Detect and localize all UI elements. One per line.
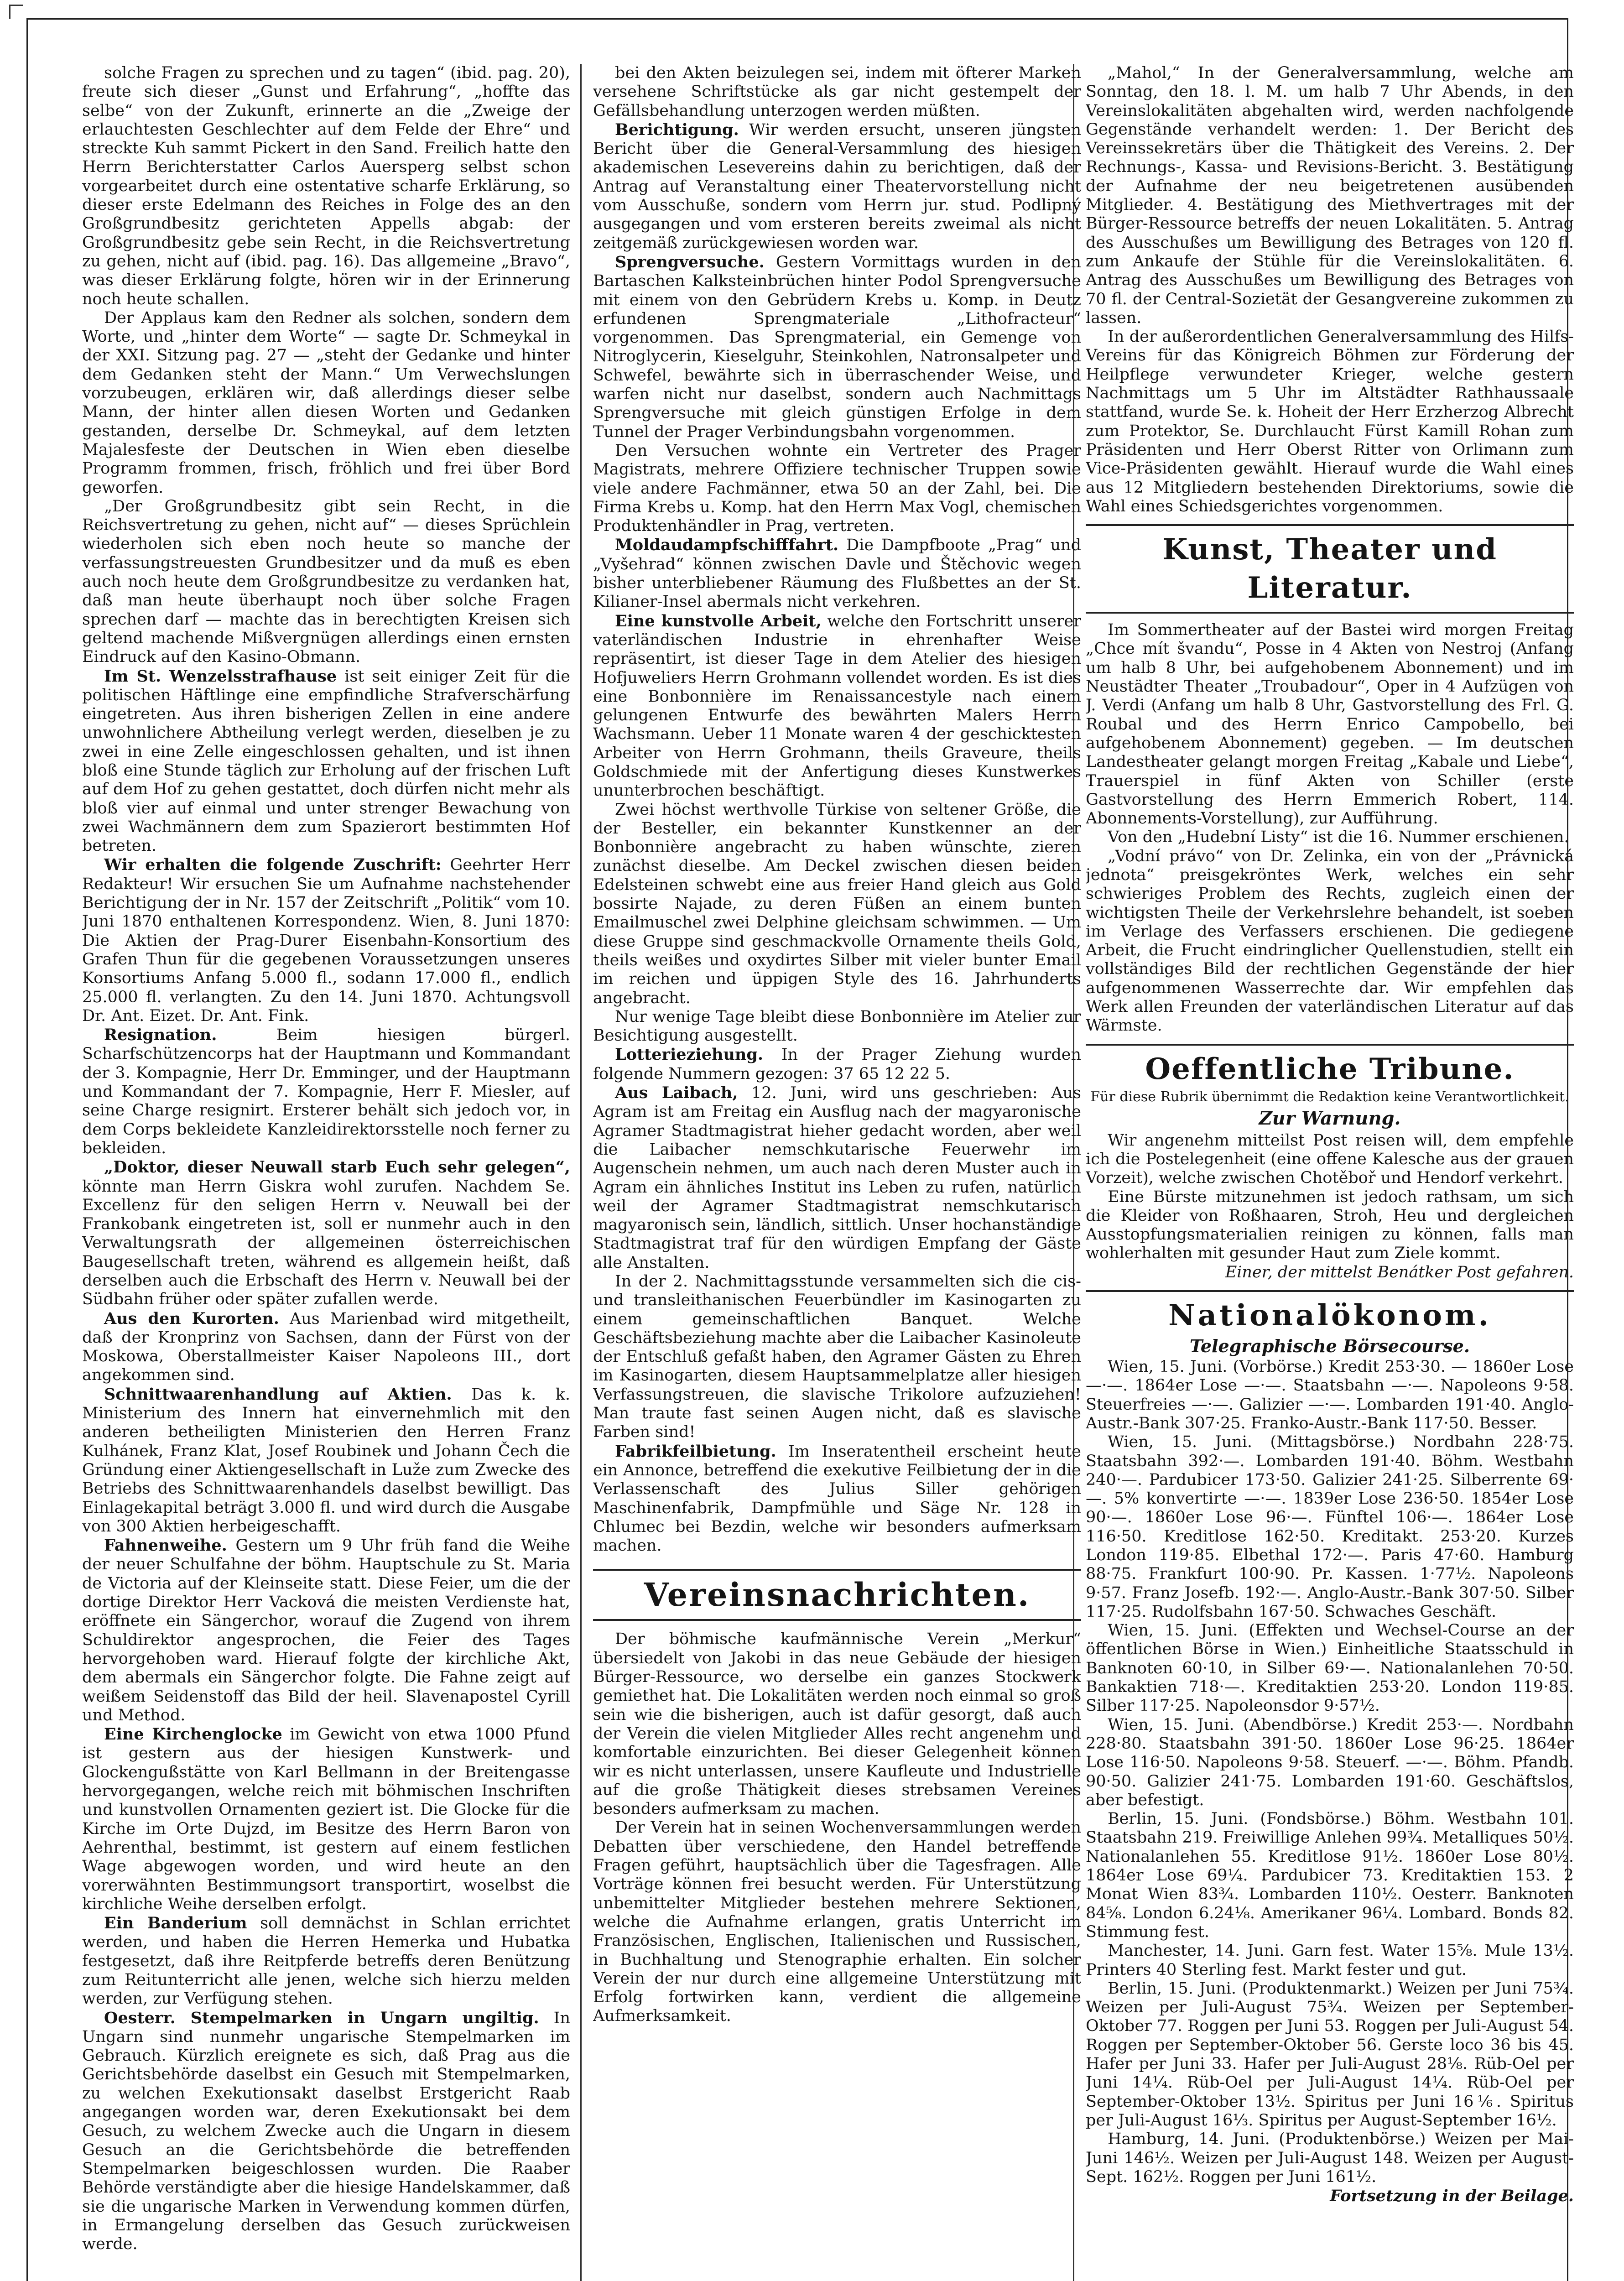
zur-warnung-heading: Zur Warnung. <box>1259 1107 1401 1129</box>
item-text: könnte man Herrn Giskra wohl zurufen. Nachdem Se. Excellenz für den seligen Herrn v. Neuwall bei der Frankobank eingetreten ist, soll er nunmehr auch in den Verwaltungsrath der allgemeinen österreichischen Baugesellschaft treten, während es allgemein heißt, daß derselben auch die Erbschaft des Herrn v. Neuwall bei der Südbahn früher oder später zufallen werde. <box>82 1177 570 1309</box>
col2-paragraph: bei den Akten beizulegen sei, indem mit öfterer Marken versehene Schriftstücke als gar nicht gestempelt der Gefällsbehandlung unterzogen werden müßten. <box>593 64 1081 120</box>
col3-paragraph: In der außerordentlichen Generalversammlung des Hilfs-Vereins für das Königreich Böhmen zur Förderung der Heilpflege verwundeter Krieger, welche gestern Nachmittags um 5 Uhr im Altstädter Rathhaussaale stattfand, wurde Se. k. Hoheit der Herr Erzherzog Albrecht zum Protektor, Se. Durchlaucht Fürst Kamill Rohan zum Präsidenten und Herr Oberst Ritter von Orlimann zum Vice-Präsidenten gewählt. Hierauf wurde die Wahl eines aus 12 Mitgliedern bestehenden Direktoriums, sowie die Wahl eines Schiedsgerichtes vorgenommen. <box>1086 328 1574 516</box>
telegraph-heading: Telegraphische Börsecourse. <box>1189 1336 1470 1357</box>
col2-item <box>593 120 1081 253</box>
item-text: Im Inseratentheil erscheint heute ein Annonce, betreffend die exekutive Feilbietung der in die Verlassenschaft des Julius Siller gehörigen Maschinenfabrik, Dampfmühle und Säge Nr. 128 in Chlumec bei Bezdin, welche wir besonders aufmerksam machen. <box>593 1442 1081 1555</box>
item-text: Geehrter Herr Redakteur! Wir ersuchen Sie um Aufnahme nachstehender Berichtigung der in Nr. 157 der Zeitschrift „Politik“ vom 10. Juni 1870 enthaltenen Korrespondenz. Wien, 8. Juni 1870: Die Aktien der Prag-Durer Eisenbahn-Konsortium des Grafen Thun für die gegebenen Voraussetzungen unseres Konsortiums Anfang 5.000 fl., sodann 17.000 fl., endlich 25.000 fl. verlangten. Zu den 14. Juni 1870. Achtungsvoll Dr. Ant. Eizet. Dr. Ant. Fink. <box>82 856 570 1025</box>
market-report: Hamburg, 14. Juni. (Produktenbörse.) Weizen per Mai-Juni 146½. Weizen per Juli-August 148. Weizen per August-Sept. 162½. Roggen per Juni 161½. <box>1086 2130 1574 2186</box>
item-heading: Oesterr. Stempelmarken in Ungarn ungiltig. <box>104 2008 539 2027</box>
item-text: 12. Juni, wird uns geschrieben: Aus Agram ist am Freitag ein Ausflug nach der magyaronische Agramer Stadtmagistrat hieher gedacht worden, aber weil die Laibacher nemschkutarische Feuerwehr im Augenschein nehmen, um auch nach deren Muster auch in Agram ein ähnliches Institut ins Leben zu rufen, natürlich weil der Agramer Stadtmagistrat nemschkutarisch magyaronisch sein, ländlich, sittlich. Unser hochanständige Stadtmagistrat traf für den würdigen Empfang der Gäste alle Anstalten. <box>593 1084 1081 1272</box>
col2-paragraph: In der 2. Nachmittagsstunde versammelten sich die cis- und transleithanischen Feuerbündler im Kasinogarten zu einem gemeinschaftlichen Banquet. Welche Geschäftsbeziehung machte aber die Laibacher Kasinoleute der Entschluß gefaßt haben, den Agramer Gästen zu Ehren im Kasinogarten, diesem Hauptsammelplatze aller hiesigen Verfassungstreuen, die slavische Trikolore aufzuziehen! Man traute fast seinen Augen nicht, daß es slavische Farben sind! <box>593 1272 1081 1442</box>
item-heading: Fabrikfeilbietung. <box>615 1442 776 1461</box>
col1-item <box>82 1309 570 1385</box>
item-text: Das k. k. Ministerium des Innern hat einvernehmlich mit den anderen betheiligten Ministerien den Herren Franz Kulhánek, Franz Klat, Josef Roubinek und Johann Čech die Gründung einer Aktiengesellschaft in Luže zum Zwecke des Betriebs des Schnittwaarenhandels daselbst bewilligt. Das Einlagekapital beträgt 3.000 fl. und wird durch die Ausgabe von 300 Aktien herbeigeschafft. <box>82 1385 570 1536</box>
item-heading: Eine kunstvolle Arbeit, <box>615 611 822 630</box>
section-rule <box>593 1619 1081 1621</box>
col1-item <box>82 1536 570 1725</box>
col1-paragraph: „Der Großgrundbesitz gibt sein Recht, in die Reichsvertretung zu gehen, nicht auf“ — dieses Sprüchlein wiederholen sich eben noch heute so manche der verfassungstreuesten Grundbesitzer und da muß es eben auch noch heute dem Großgrundbesitze zu verdanken hat, daß man heute überhaupt noch über solche Fragen sprechen darf — machte das in berechtigten Kreisen sich geltend machende Mißvergnügen allerdings einen ernsten Eindruck auf den Kasino-Obmann. <box>82 497 570 667</box>
oeffentliche-note: Für diese Rubrik übernimmt die Redaktion keine Verantwortlichkeit. <box>1090 1088 1569 1105</box>
spacer <box>593 1555 1081 1569</box>
col2-paragraph: Der Verein hat in seinen Wochenversammlungen werden Debatten über verschiedene, den Handel betreffende Fragen geführt, hauptsächlich über die Tagesfragen. Alle Vorträge können frei besucht werden. Für Unterstützung unbemittelter Mitglieder bestehen mehrere Sektionen, welche die Aufnahme erlangen, gratis Unterricht im Französischen, Englischen, Italienischen und Russischen, in Buchhaltung und Stenographie erhalten. Ein solcher Verein der nur durch eine allgemeine Unterstützung mit Erfolg fortwirken kann, verdient die allgemeine Aufmerksamkeit. <box>593 1818 1081 2026</box>
item-text: Gestern um 9 Uhr früh fand die Weihe der neuer Schulfahne der böhm. Hauptschule zu St. Maria de Victoria auf der Kleinseite statt. Diese Feier, um die der dortige Direktor Herr Vacková die meisten Verdienste hat, eröffnete ein Sängerchor, worauf die Zugend von ihrem Schuldirektor angesprochen, die Feier des Tages hervorgehoben ward. Hierauf folgte der kirchliche Akt, dem abermals ein Sängerchor folgte. Die Fahne zeigt auf weißem Seidenstoff das Bild der heil. Slavenapostel Cyrill und Method. <box>82 1536 570 1724</box>
item-text: Gestern Vormittags wurden in den Bartaschen Kalksteinbrüchen hinter Podol Sprengversuche mit einem von den Gebrüdern Krebs u. Komp. in Deutz erfundenen Sprengmateriale „Lithofracteur“ vorgenommen. Das Sprengmaterial, ein Gemenge von Nitroglycerin, Kieselguhr, Steinkohlen, Natronsalpeter und Schwefel, bewährte sich in überraschender Weise, und warfen nicht nur daselbst, sondern auch Nachmittags Sprengversuche mit gleich günstigen Erfolge in dem Tunnel der Prager Verbindungsbahn vorgenommen. <box>593 253 1081 441</box>
col2-item <box>593 536 1081 611</box>
item-heading: Fahnenweihe. <box>104 1536 227 1555</box>
section-rule <box>1086 1290 1574 1292</box>
continuation-note: Fortsetzung in der Beilage. <box>1330 2187 1574 2206</box>
market-report: Wien, 15. Juni. (Abendbörse.) Kredit 253·—. Nordbahn 228·80. Staatsbahn 391·50. 1860er Lose 96·25. 1864er Lose 116·50. Napoleons 9·58. Steuerf. —·—. Böhm. Pfandb. 90·50. Galizier 241·75. Lombarden 191·60. Geschäftslos, aber befestigt. <box>1086 1715 1574 1809</box>
item-heading: Sprengversuche. <box>615 252 765 271</box>
section-rule <box>1086 1044 1574 1046</box>
column-1 <box>82 64 570 2281</box>
col3-paragraph: „Vodní právo“ von Dr. Zelinka, ein von der „Právnická jednota“ preisgekröntes Werk, welches ein sehr schwieriges Problem des Rechts, zugleich einen der wichtigsten Theile der Verkehrslehre behandelt, ist soeben im Verlage des Verfassers erschienen. Die gediegene Arbeit, die Frucht eindringlicher Quellenstudien, stellt ein vollständiges Bild der rechtlichen Gegenstände der hier aufgenommenen Wasserrechte dar. Wir empfehlen das Werk allen Freunden der vaterländischen Literatur auf das Wärmste. <box>1086 847 1574 1035</box>
item-text: Beim hiesigen bürgerl. Scharfschützencorps hat der Hauptmann und Kommandant der 3. Kompagnie, Herr Dr. Emminger, und der Hauptmann und Kommandant der 7. Kompagnie, Herr F. Miesler, auf seine Charge resignirt. Ersterer behält sich jedoch vor, in dem Corps bekleidete Kanzleidirektorsstelle noch ferner zu bekleiden. <box>82 1026 570 1157</box>
section-rule <box>1086 612 1574 614</box>
col2-paragraph: Nur wenige Tage bleibt diese Bonbonnière im Atelier zur Besichtigung ausgestellt. <box>593 1007 1081 1045</box>
col1-item <box>82 1026 570 1158</box>
item-heading: „Doktor, dieser Neuwall starb Euch sehr gelegen“, <box>104 1158 570 1177</box>
col1-item <box>82 1725 570 1914</box>
market-report: Wien, 15. Juni. (Effekten und Wechsel-Course an der öffentlichen Börse in Wien.) Einheitliche Staatsschuld in Banknoten 60·10, in Silber 69·—. Nationalanlehen 70·50. Bankaktien 718·—. Kreditaktien 253·20. London 119·85. Silber 117·25. Napoleonsdor 9·57½. <box>1086 1621 1574 1715</box>
col3-paragraph: Im Sommertheater auf der Bastei wird morgen Freitag „Chce mít švandu“, Posse in 4 Akten von Nestroj (Anfang um halb 8 Uhr, bei aufgehobenem Abonnement) und im Neustädter Theater „Troubadour“, Oper in 4 Aufzügen von J. Verdi (Anfang um halb 8 Uhr, Gastvorstellung des Frl. G. Roubal und des Herrn Enrico Campobello, bei aufgehobenem Abonnement) gegeben. — Im deutschen Landestheater gelangt morgen Freitag „Kabale und Liebe“, Trauerspiel in fünf Akten von Schiller (erste Gastvorstellung des Herrn Emmerich Robert, 114. Abonnements-Vorstellung), zur Aufführung. <box>1086 621 1574 828</box>
item-heading: Wir erhalten die folgende Zuschrift: <box>104 855 442 875</box>
item-heading: Moldaudampfschifffahrt. <box>615 536 839 555</box>
market-report: Berlin, 15. Juni. (Fondsbörse.) Böhm. Westbahn 101. Staatsbahn 219. Freiwillige Anlehen 99¾. Metalliques 50½. Nationalanlehen 55. Kreditlose 91½. 1860er Lose 80½. 1864er Lose 69¼. Pardubicer 73. Kreditaktien 153. 2 Monat Wien 83¾. Lombarden 110½. Oesterr. Banknoten 84⅝. London 6.24⅛. Amerikaner 96¼. Lombard. Bonds 82. Stimmung fest. <box>1086 1810 1574 1941</box>
market-report: Manchester, 14. Juni. Garn fest. Water 15⅝. Mule 13½. Printers 40 Sterling fest. Markt fester und gut. <box>1086 1942 1574 1979</box>
column-2 <box>593 64 1081 2281</box>
item-heading: Berichtigung. <box>615 120 739 139</box>
item-text: ist seit einiger Zeit für die politischen Häftlinge eine empfindliche Strafverschärfung eingetreten. Aus ihren bisherigen Zellen in eine andere unwohnlichere Abtheilung verlegt werden, dieselben je zu zwei in eine Zelle eingeschlossen gehalten, und ist ihnen bloß eine Stunde täglich zur Erholung auf der frischen Luft auf dem Hof zu gehen gestattet, doch dürfen nicht mehr als bloß vier auf einmal und unter strenger Bewachung von zwei Wachmännern dem zum Spazierort bestimmten Hof betreten. <box>82 667 570 855</box>
item-text: Aus Marienbad wird mitgetheilt, daß der Kronprinz von Sachsen, dann der Fürst von der Moskowa, Oberstallmeister Kaiser Napoleons III., dort angekommen sind. <box>82 1309 570 1385</box>
col1-item <box>82 855 570 1026</box>
col1-item <box>82 667 570 856</box>
item-text: In der Prager Ziehung wurden folgende Nummern gezogen: 37 65 12 22 5. <box>593 1046 1081 1083</box>
col2-item <box>593 1045 1081 1083</box>
col3-paragraph: Eine Bürste mitzunehmen ist jedoch rathsam, um sich die Kleider von Roßhaaren, Stroh, Heu und dergleichen Ausstopfungsmaterialien reinigen zu können, falls man wohlerhalten mit gesunder Haut zum Ziele kommt. <box>1086 1187 1574 1263</box>
col1-item <box>82 1158 570 1309</box>
item-heading: Ein Banderium <box>104 1914 247 1933</box>
item-text: In Ungarn sind nunmehr ungarische Stempelmarken im Gebrauch. Kürzlich ereignete es sich, daß Prag aus die Gerichtsbehörde daselbst ein Gesuch mit Stempelmarken, zu welchen Exekutionsakt daselbst Erstgericht Raab angegangen worden war, deren Exekutionsakt bei dem Gesuch, zu welchem Zwecke auch die Ungarn in diesem Gesuch an die Gerichtsbehörde die betreffenden Stempelmarken beigeschlossen wurden. Die Raaber Behörde verständigte aber die hiesige Handelskammer, daß sie die ungarische Marken in Verwendung kommen dürfen, in Ermangelung derselben das Gesuch zurückweisen werde. <box>82 2009 570 2254</box>
section-heading-national: Nationalökonom. <box>1168 1298 1491 1333</box>
item-text: soll demnächst in Schlan errichtet werden, und haben die Herren Hemerka und Hubatka festgesetzt, daß ihre Reitpferde betreffs deren Benützung zum Reitunterricht alle jenen, welche sich hierzu melden werden, zur Verfügung stehen. <box>82 1914 570 2008</box>
item-heading: Im St. Wenzelsstrafhause <box>104 667 337 686</box>
col2-item <box>593 253 1081 442</box>
col2-item <box>593 1083 1081 1272</box>
column-rule-1 <box>580 64 582 2281</box>
market-report: Wien, 15. Juni. (Vorbörse.) Kredit 253·30. — 1860er Lose —·—. 1864er Lose —·—. Staatsbahn —·—. Napoleons 9·58. Steuerfreies —·—. Galizier —·—. Lombarden 191·40. Anglo-Austr.-Bank 307·25. Franko-Austr.-Bank 117·50. Besser. <box>1086 1358 1574 1432</box>
col1-item <box>82 1914 570 2008</box>
item-heading: Resignation. <box>104 1026 217 1045</box>
item-text: im Gewicht von etwa 1000 Pfund ist gestern aus der hiesigen Kunstwerk- und Glockengußstätte von Karl Bellmann in der Breitengasse hervorgegangen, welche reich mit böhmischen Inschriften und kunstvollen Ornamenten geziert ist. Die Glocke für die Kirche im Orte Dujzd, im Besitze des Herrn Baron von Aehrenthal, bestimmt, ist gestern auf einem festlichen Wage abgewogen worden, und wird heute an den vorerwähnten Bestimmungsort transportirt, woselbst die kirchliche Weihe derselben erfolgt. <box>82 1725 570 1913</box>
section-heading-oeffentliche: Oeffentliche Tribune. <box>1145 1052 1515 1086</box>
col1-item <box>82 1385 570 1536</box>
market-report: Wien, 15. Juni. (Mittagsbörse.) Nordbahn 228·75. Staatsbahn 392·—. Lombarden 191·40. Böhm. Westbahn 240·—. Pardubicer 173·50. Galizier 241·25. Silberrente 69·—. 5% konvertirte —·—. 1839er Lose 236·50. 1854er Lose 90·—. 1860er Lose 96·—. Fünftel 106·—. 1864er Lose 116·50. Kreditlose 162·50. Kreditakt. 253·20. Kurzes London 119·85. Elbethal 172·—. Paris 47·60. Hamburg 88·75. Frankfurt 100·90. Pr. Kassen. 1·77½. Napoleons 9·57. Franz Josefb. 192·—. Anglo-Austr.-Bank 307·50. Silber 117·25. Rudolfsbahn 167·50. Schwaches Geschäft. <box>1086 1433 1574 1621</box>
market-report: Berlin, 15. Juni. (Produktenmarkt.) Weizen per Juni 75¾. Weizen per Juli-August 75¾. Weizen per September-Oktober 77. Roggen per Juni 53. Roggen per Juli-August 54. Roggen per September-Oktober 56. Gerste loco 36 bis 45. Hafer per Juni 33. Hafer per Juli-August 28⅛. Rüb-Oel per Juni 14¼. Rüb-Oel per Juli-August 14¼. Rüb-Oel per September-Oktober 13½. Spiritus per Juni 16⅙. Spiritus per Juli-August 16⅓. Spiritus per August-September 16½. <box>1086 1979 1574 2130</box>
item-heading: Lotterieziehung. <box>615 1045 763 1064</box>
section-heading-vereinsnachrichten: Vereinsnachrichten. <box>644 1576 1031 1614</box>
col2-paragraph: Der böhmische kaufmännische Verein „Merkur“ übersiedelt von Jakobi in das neue Gebäude der hiesigen Bürger-Ressource, wo derselbe ein ganzes Stockwerk gemiethet hat. Die Lokalitäten werden noch einmal so groß sein wie die bisherigen, auch ist dafür gesorgt, daß auch der Verein die vielen Mitglieder Alles recht angenehm und komfortable einzurichten. Bei dieser Gelegenheit können wir es nicht unterlassen, unsere Kaufleute und Industrielle auf die große Thätigkeit dieses strebsamen Vereines besonders aufmerksam zu machen. <box>593 1630 1081 1818</box>
item-heading: Aus den Kurorten. <box>104 1309 279 1328</box>
section-rule <box>593 1569 1081 1571</box>
col3-paragraph: „Mahol,“ In der Generalversammlung, welche am Sonntag, den 18. l. M. um halb 7 Uhr Abends, in den Vereinslokalitäten abgehalten wird, werden nachfolgende Gegenstände verhandelt werden: 1. Der Bericht des Vereinssekretärs über die Thätigkeit des Vereins. 2. Der Rechnungs-, Kassa- und Revisions-Bericht. 3. Bestätigung der Aufnahme der neu beigetretenen ausübenden Mitglieder. 4. Bestätigung des Miethvertrages mit der Bürger-Ressource betreffs der neuen Lokalitäten. 5. Antrag des Ausschußes um Bewilligung des Betrages von 120 fl. zum Ankaufe der Stühle für die Vereinslokalitäten. 6. Antrag des Ausschußes um Bewilligung des Betrages von 70 fl. der Central-Sozietät der Gesangvereine zukommen zu lassen. <box>1086 64 1574 327</box>
col2-item <box>593 1442 1081 1556</box>
col1-item <box>82 2009 570 2254</box>
section-rule <box>1086 524 1574 526</box>
item-text: Die Dampfboote „Prag“ und „Vyšehrad“ können zwischen Davle und Štěchovic wegen bisher unterbliebener Räumung des Flußbettes an der St. Kilianer-Insel abermals nicht verkehren. <box>593 536 1081 611</box>
item-text: welche den Fortschritt unserer vaterländischen Industrie in ehrenhafter Weise repräsentirt, ist dieser Tage in dem Atelier des hiesigen Hofjuweliers Herrn Grohmann vollendet worden. Es ist dies eine Bonbonnière im Renaissancestyle nach einem gelungenen Entwurfe des bewährten Malers Herrn Wachsmann. Ueber 11 Monate waren 4 der geschicktesten Arbeiter von Herrn Grohmann, theils Graveure, theils Goldschmiede mit der Anfertigung dieses Kunstwerkes ununterbrochen beschäftigt. <box>593 612 1081 800</box>
col2-paragraph: Zwei höchst werthvolle Türkise von seltener Größe, die der Besteller, ein bekannter Kunstkenner an der Bonbonnière angebracht zu haben wünschte, zieren zunächst dieselbe. Am Deckel zwischen diesen beiden Edelsteinen schwebt eine aus freier Hand gleich aus Gold bossirte Najade, zu deren Füßen an einem bunten Emailmuschel zwei Delphine gleichsam schwimmen. — Um diese Gruppe sind geschmackvolle Ornamente theils Gold, theils weißes und oxydirtes Silber mit vieler bunter Email im reichen und üppigen Style des 16. Jahrhunderts angebracht. <box>593 800 1081 1007</box>
col3-paragraph: Von den „Hudební Listy“ ist die 16. Nummer erschienen. <box>1108 828 1569 847</box>
item-heading: Aus Laibach, <box>615 1083 738 1103</box>
col2-item <box>593 612 1081 801</box>
crop-mark-top-left <box>9 5 23 19</box>
col2-paragraph: Den Versuchen wohnte ein Vertreter des Prager Magistrats, mehrere Offiziere technischer Truppen sowie viele andere Fachmänner, etwa 50 an der Zahl, bei. Die Firma Krebs u. Komp. hat den Herrn Max Vogl, chemischen Produktenhändler in Prag, vertreten. <box>593 441 1081 536</box>
item-heading: Eine Kirchenglocke <box>104 1725 282 1744</box>
item-heading: Schnittwaarenhandlung auf Aktien. <box>104 1385 452 1404</box>
section-heading-kunst: Kunst, Theater und Literatur. <box>1162 532 1497 605</box>
col1-paragraph: solche Fragen zu sprechen und zu tagen“ (ibid. pag. 20), freute sich dieser „Gunst und Erfahrung“, „hoffte das selbe“ von der Zukunft, erinnerte an die „Zweige der erlauchtesten Geschlechter auf dem Felde der Ehre“ und streckte Kuh sammt Pickert in den Sand. Freilich hatte den Herrn Berichterstatter Carlos Auersperg selbst schon vorgearbeitet durch eine ostentative scharfe Erklärung, so dieser erste Edelmann des Reiches in Folge des an den Großgrundbesitz gerichteten Appells abgab: der Großgrundbesitz gebe sein Recht, in die Reichsvertretung zu gehen, nicht auf (ibid. pag. 16). Das allgemeine „Bravo“, was dieser Erklärung folgte, hören wir in der Erinnerung noch heute schallen. <box>82 64 570 308</box>
item-text: Wir werden ersucht, unseren jüngsten Bericht über die General-Versammlung des hiesigen akademischen Lesevereins dahin zu berichtigen, daß der Antrag auf Veranstaltung einer Theatervorstellung nicht vom Ausschuße, sondern vom Herrn jur. stud. Podlipný ausgegangen und vom ersteren bereits zweimal als nicht zeitgemäß zurückgewiesen worden war. <box>593 120 1081 252</box>
col3-paragraph: Wir angenehm mitteilst Post reisen will, dem empfehle ich die Postelegenheit (eine offene Kalesche aus der grauen Vorzeit), welche zwischen Chotěboř und Hendorf verkehrt. <box>1086 1131 1574 1187</box>
col1-paragraph: Der Applaus kam den Redner als solchen, sondern dem Worte, und „hinter dem Worte“ — sagte Dr. Schmeykal in der XXI. Sitzung pag. 27 — „steht der Gedanke und hinter dem Gedanken steht der Mann.“ Um Verwechslungen vorzubeugen, erklären wir, daß allerdings dieser selbe Mann, der hinter allen diesen Worten und Gedanken gestanden, derselbe Dr. Schmeykal, auf dem letzten Majalesfeste der Deutschen in Wien eben dieselbe Programm frommen, frisch, fröhlich und frei über Bord geworfen. <box>82 308 570 497</box>
signature: Einer, der mittelst Benátker Post gefahren. <box>1225 1263 1574 1281</box>
column-3 <box>1086 64 1574 2281</box>
